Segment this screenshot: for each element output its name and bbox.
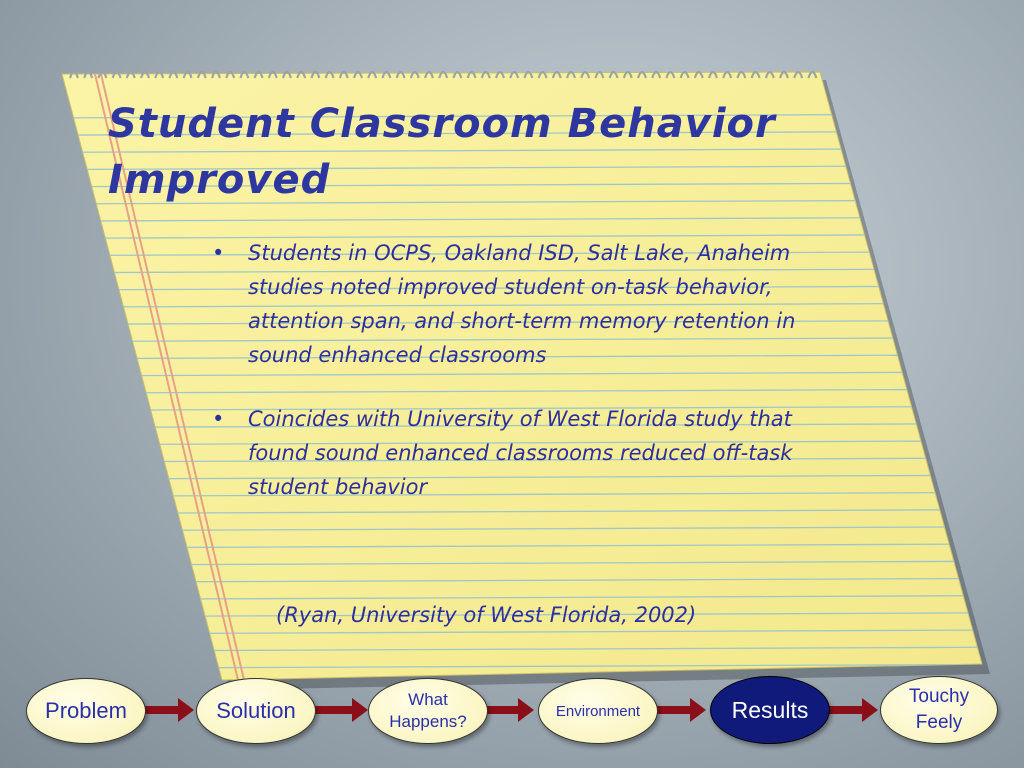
arrow-icon (828, 706, 864, 714)
nav-what-happens-label: What Happens? (389, 690, 467, 731)
arrow-icon (314, 706, 354, 714)
nav-solution-label: Solution (216, 698, 296, 723)
bullet-list (212, 236, 832, 504)
nav-touchy-feely-button[interactable] (880, 676, 998, 744)
bullet-marker: • (212, 241, 225, 265)
slide-title: Student Classroom Behavior Improved (108, 101, 776, 203)
nav-touchy-feely-label: Touchy Feely (908, 686, 970, 733)
arrow-icon (486, 706, 520, 714)
nav-environment-label: Environment (555, 702, 641, 720)
bullet-item (212, 236, 832, 372)
nav-what-happens-button[interactable] (368, 678, 488, 744)
nav-results-button[interactable] (710, 676, 830, 744)
nav-problem-label: Problem (45, 698, 127, 723)
bullet-marker: • (212, 407, 225, 431)
navigation-flow (0, 672, 1024, 762)
bullet-text: Coincides with University of West Florida study that found sound enhanced classrooms reduced off-task student behavior (248, 407, 793, 499)
nav-solution-button[interactable] (196, 678, 316, 744)
arrow-icon (656, 706, 692, 714)
bullet-item (212, 402, 832, 504)
arrow-icon (144, 706, 180, 714)
nav-environment-button[interactable] (538, 678, 658, 744)
nav-problem-button[interactable] (26, 678, 146, 744)
citation: (Ryan, University of West Florida, 2002) (276, 603, 697, 627)
bullet-text: Students in OCPS, Oakland ISD, Salt Lake, Anaheim studies noted improved student on-task behavior, attention span, and short-term memory retention in sound enhanced classrooms (248, 241, 796, 367)
nav-results-label: Results (731, 696, 809, 723)
